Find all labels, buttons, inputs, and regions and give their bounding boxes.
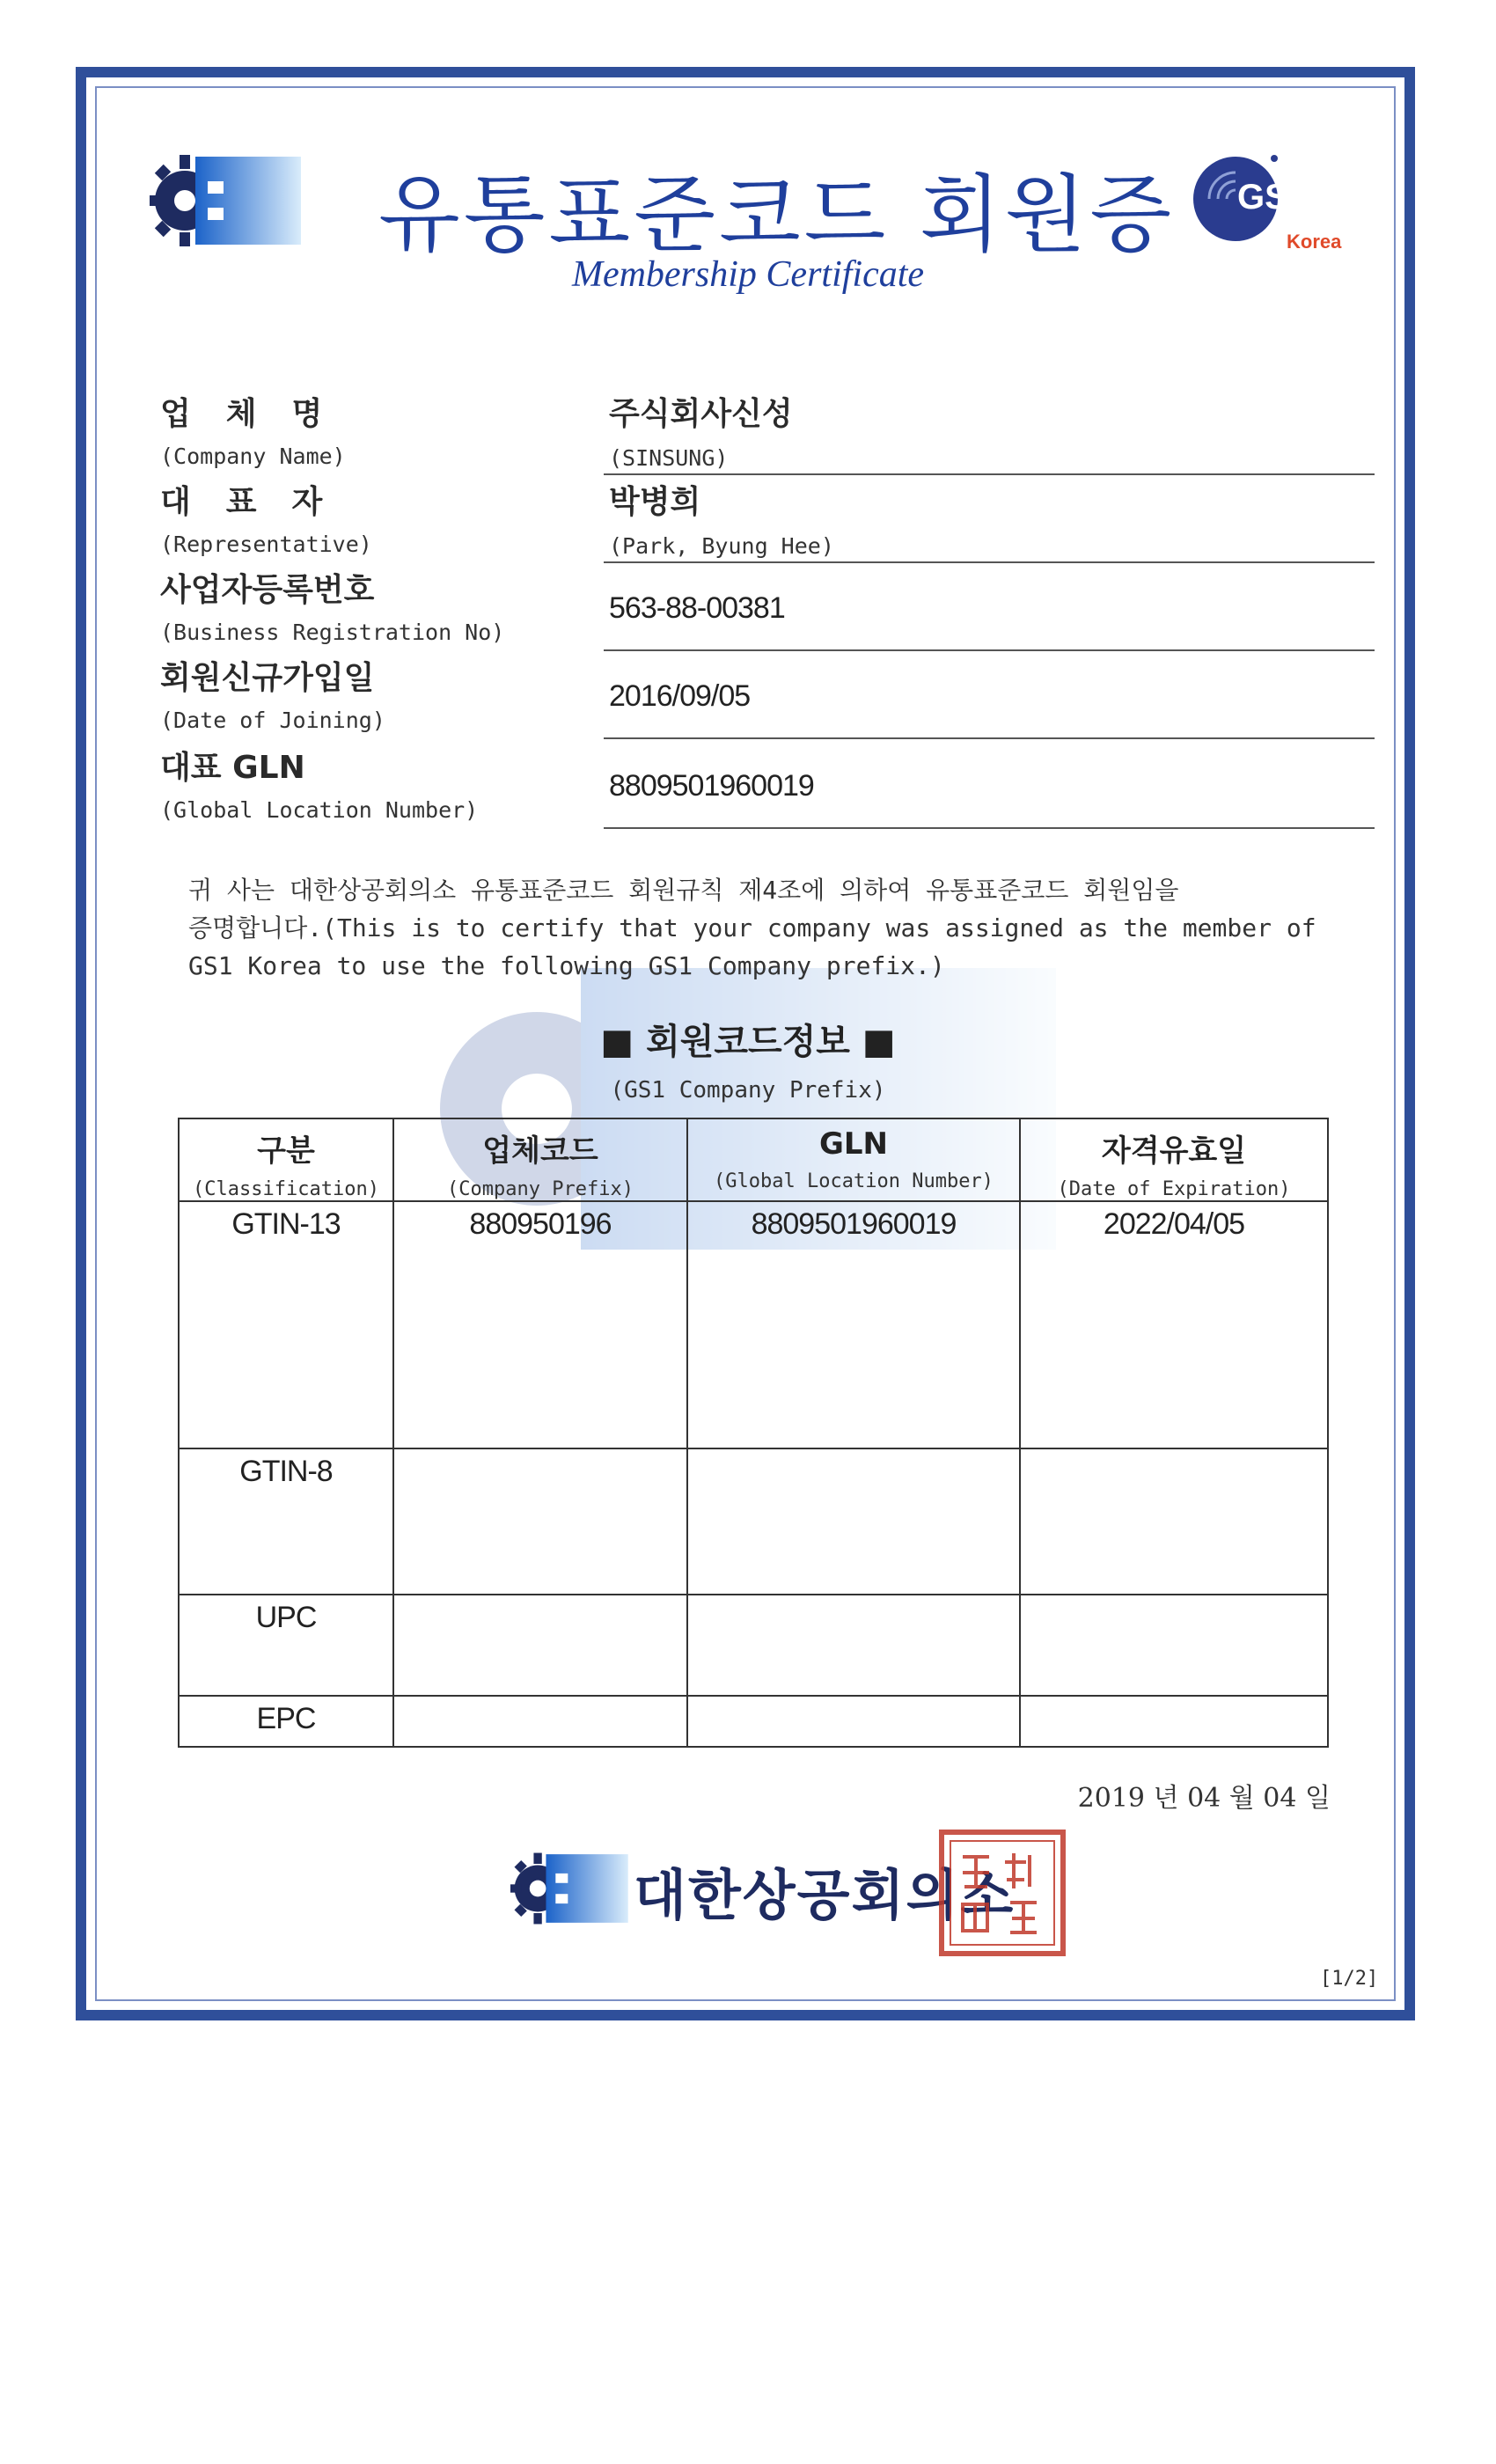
- row-divider: [604, 827, 1375, 829]
- page-number: [1/2]: [1320, 1968, 1379, 1990]
- row-divider: [604, 561, 1375, 563]
- company-name-value-en: (SINSUNG): [609, 445, 729, 471]
- member-code-table: [178, 1118, 1329, 1748]
- certification-statement: [188, 871, 1332, 985]
- member-code-section-subtitle: (GS1 Company Prefix): [610, 1077, 886, 1104]
- info-row-joining-date: [160, 653, 1375, 741]
- cell-gln: [687, 1448, 1020, 1595]
- gs1-logo-korea: Korea: [1287, 231, 1342, 253]
- certify-line-3: GS1 Korea to use the following GS1 Company prefix.): [188, 951, 945, 980]
- kcci-gear-logo-icon: [150, 151, 308, 250]
- company-name-label: 업체명: [160, 396, 358, 432]
- gln-label-en: (Global Location Number): [160, 797, 479, 823]
- cell-classification: UPC: [179, 1595, 393, 1695]
- table-row: [179, 1201, 1328, 1448]
- certify-line-2: 증명합니다.(This is to certify that your company was assigned as the member of: [188, 913, 1316, 942]
- joining-date-label: 회원신규가입일: [160, 660, 375, 696]
- table-header-row: [179, 1118, 1328, 1201]
- cell-expiration: [1020, 1448, 1328, 1595]
- member-code-section-title: ■ 회원코드정보 ■: [600, 1022, 896, 1062]
- representative-label-en: (Representative): [160, 532, 372, 557]
- certify-line-1: 귀 사는 대한상공회의소 유통표준코드 회원규칙 제4조에 의하여 유통표준코드 회원임을: [188, 876, 1179, 905]
- info-row-representative: [160, 477, 1375, 565]
- header-company-prefix: 업체코드 (Company Prefix): [393, 1118, 687, 1201]
- business-reg-label-en: (Business Registration No): [160, 620, 505, 645]
- cell-prefix: 880950196: [393, 1201, 687, 1448]
- row-divider: [604, 649, 1375, 651]
- header-classification: 구분 (Classification): [179, 1118, 393, 1201]
- table-row: [179, 1595, 1328, 1695]
- row-divider: [604, 473, 1375, 475]
- info-row-business-reg: [160, 565, 1375, 653]
- table-row: [179, 1696, 1328, 1747]
- gln-label: 대표 GLN: [160, 750, 305, 786]
- cell-expiration: 2022/04/05: [1020, 1201, 1328, 1448]
- table-row: [179, 1448, 1328, 1595]
- certificate-title-korean: 유통표준코드 회원증: [378, 165, 1176, 264]
- cell-gln: [687, 1595, 1020, 1695]
- certificate-title-english: Membership Certificate: [571, 254, 925, 295]
- representative-value: 박병희: [609, 484, 701, 520]
- gs1-logo-text: GS1: [1237, 178, 1309, 216]
- joining-date-label-en: (Date of Joining): [160, 708, 385, 733]
- representative-value-en: (Park, Byung Hee): [609, 533, 834, 559]
- cell-prefix: [393, 1448, 687, 1595]
- row-divider: [604, 737, 1375, 739]
- company-name-value: 주식회사신성: [609, 396, 793, 432]
- business-reg-value: 563-88-00381: [609, 591, 785, 625]
- cell-prefix: [393, 1595, 687, 1695]
- business-reg-label: 사업자등록번호: [160, 572, 375, 608]
- official-seal-stamp: [936, 1827, 1068, 1959]
- info-row-gln: [160, 743, 1375, 831]
- issuer-name: 대한상공회의소: [634, 1863, 1016, 1927]
- joining-date-value: 2016/09/05: [609, 679, 751, 713]
- cell-expiration: [1020, 1595, 1328, 1695]
- info-row-company: [160, 389, 1375, 477]
- cell-prefix: [393, 1696, 687, 1747]
- cell-expiration: [1020, 1696, 1328, 1747]
- gs1-korea-logo: [1183, 150, 1350, 264]
- cell-classification: GTIN-8: [179, 1448, 393, 1595]
- company-name-label-en: (Company Name): [160, 444, 346, 469]
- issue-date: 2019 년 04 월 04 일: [1077, 1783, 1331, 1814]
- header-expiration: 자격유효일 (Date of Expiration): [1020, 1118, 1328, 1201]
- cell-classification: EPC: [179, 1696, 393, 1747]
- representative-label: 대표자: [160, 484, 358, 520]
- cell-classification: GTIN-13: [179, 1201, 393, 1448]
- cell-gln: [687, 1696, 1020, 1747]
- cell-gln: 8809501960019: [687, 1201, 1020, 1448]
- gln-value: 8809501960019: [609, 769, 814, 803]
- kcci-footer-gear-icon: [510, 1839, 634, 1938]
- header-gln: GLN (Global Location Number): [687, 1118, 1020, 1201]
